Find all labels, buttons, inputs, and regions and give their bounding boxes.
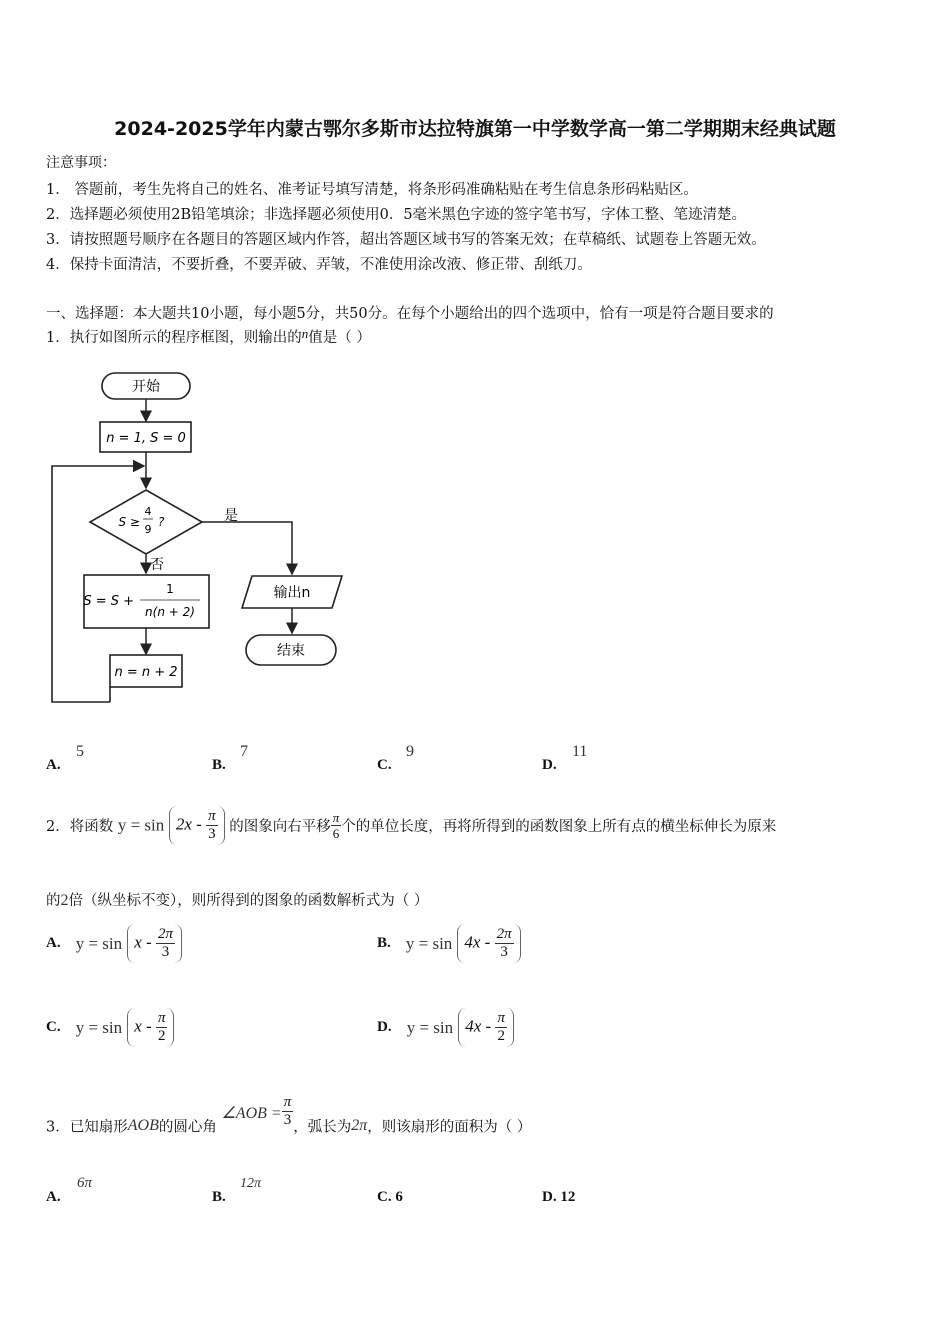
q1-option-d-label: D.: [542, 757, 557, 773]
flow-end-label: 结束: [277, 643, 305, 659]
flow-cond-q: ?: [158, 515, 165, 529]
q2-option-c-num: π: [157, 1010, 166, 1026]
q2-line2-post: 倍（纵坐标不变），则所得到的图象的函数解析式为（ ）: [68, 893, 429, 909]
q3-option-b-value: 12π: [240, 1176, 262, 1191]
question-2: [46, 806, 776, 845]
q1-option-b-value: 7: [240, 743, 248, 760]
question-3: [46, 1094, 531, 1137]
q2-line2-pre: 的: [46, 893, 61, 909]
q3-option-d-value: 12: [560, 1189, 576, 1205]
q2-option-c-label: C.: [46, 1019, 61, 1035]
q2-option-b-lhs: y = sin: [405, 933, 453, 953]
notice-item: 1． 答题前，考生先将自己的姓名、准考证号填写清楚，将条形码准确粘贴在考生信息条形码粘贴区。: [46, 182, 698, 198]
q2-func-in: 2x -: [175, 814, 202, 834]
q2-option-a-in: x -: [134, 932, 152, 952]
flow-yes-label: 是: [224, 508, 238, 524]
flow-update-s-num: 1: [166, 582, 174, 596]
flow-update-s-lhs: S = S +: [83, 594, 134, 609]
q2-option-c: [46, 1008, 174, 1047]
q3-option-d-label: D.: [542, 1189, 557, 1205]
q3-option-c: [377, 1189, 403, 1206]
q3-option-a-value: 6π: [77, 1175, 93, 1191]
q3-option-b-label: B.: [212, 1189, 226, 1205]
flow-cond-lhs: S ≥: [118, 515, 140, 529]
q2-option-c-lhs: y = sin: [75, 1017, 123, 1037]
flow-no-label: 否: [150, 557, 164, 573]
q2-prefix: 2．将函数: [46, 819, 114, 835]
q2-option-a-label: A.: [46, 935, 61, 951]
flow-yes-arrow: [202, 522, 292, 574]
q2-func-paren: [169, 806, 225, 845]
flow-cond-num: 4: [144, 505, 152, 518]
q2-mid: 的图象向右平移: [229, 819, 331, 835]
q2-func-den: 3: [208, 826, 216, 842]
q2-func-lhs: y = sin: [117, 815, 165, 835]
q2-line2-num: 2: [60, 892, 69, 909]
q1-option-c-label: C.: [377, 757, 392, 773]
q2-shift-num: π: [332, 810, 340, 825]
q3-option-c-value: 6: [395, 1189, 403, 1205]
q3-option-a-label: A.: [46, 1189, 61, 1205]
q2-option-d: [377, 1008, 514, 1047]
q2-option-a-den: 3: [161, 944, 170, 960]
q1-suffix: 值是（ ）: [308, 330, 371, 346]
flowchart: [40, 365, 360, 715]
question-2-line2: [46, 889, 428, 910]
q3-option-c-label: C.: [377, 1189, 392, 1205]
flow-update-s-den: n(n + 2): [145, 605, 195, 619]
q2-option-b-num: 2π: [496, 926, 512, 942]
q2-option-c-in: x -: [134, 1016, 152, 1036]
q1-option-c-value: 9: [406, 743, 414, 760]
q2-option-b-den: 3: [500, 944, 508, 960]
q2-shift-den: 6: [332, 826, 340, 841]
q1-option-b-label: B.: [212, 757, 226, 773]
flow-start-label: 开始: [132, 379, 160, 395]
q2-option-d-den: 2: [497, 1028, 505, 1044]
q3-prefix: 3．已知扇形: [46, 1119, 128, 1136]
q3-arc: 2π: [351, 1117, 368, 1134]
notice-item: 4．保持卡面清洁，不要折叠，不要弄破、弄皱，不准使用涂改液、修正带、刮纸刀。: [46, 257, 592, 273]
q1-option-a-value: 5: [76, 743, 84, 760]
q3-option-d: [542, 1189, 575, 1206]
q2-suffix: 个的单位长度，再将所得到的函数图象上所有点的横坐标伸长为原来: [341, 819, 777, 835]
q2-option-a-lhs: y = sin: [75, 933, 123, 953]
notice-heading: 注意事项：: [46, 155, 116, 171]
q2-option-d-in: 4x -: [465, 1016, 492, 1036]
flow-cond-den: 9: [144, 523, 152, 536]
q2-option-b: [377, 924, 521, 963]
q3-aob: AOB: [127, 1117, 159, 1134]
q2-option-d-lhs: y = sin: [406, 1017, 454, 1037]
q3-mid2: ，弧长为: [293, 1119, 352, 1136]
flow-update-n-label: n = n + 2: [114, 665, 178, 680]
q2-func-num: π: [208, 808, 216, 824]
q2-option-a: [46, 924, 182, 963]
q2-option-b-in: 4x -: [464, 932, 491, 952]
q3-angle-den: 3: [283, 1112, 292, 1128]
q2-option-a-num: 2π: [157, 926, 173, 942]
notice-item: 2．选择题必须使用2B铅笔填涂；非选择题必须使用0．5毫米黑色字迹的签字笔书写，字体工整、笔迹清楚。: [46, 207, 747, 223]
q2-option-d-num: π: [497, 1010, 505, 1026]
flow-init-label: n = 1, S = 0: [106, 431, 186, 446]
section-heading: 一、选择题：本大题共10小题，每小题5分，共50分。在每个小题给出的四个选项中，恰有一项是符合题目要求的: [46, 306, 774, 322]
q2-option-b-label: B.: [377, 935, 391, 951]
q1-var: n: [301, 326, 309, 341]
q1-prefix: 1．执行如图所示的程序框图，则输出的: [46, 330, 302, 346]
q3-suffix: ，则该扇形的面积为（ ）: [367, 1119, 532, 1136]
notice-item: 3．请按照题号顺序在各题目的答题区域内作答，超出答题区域书写的答案无效；在草稿纸、试题卷上答题无效。: [46, 232, 766, 248]
q1-option-d-value: 11: [572, 743, 588, 760]
page-title: 2024-2025学年内蒙古鄂尔多斯市达拉特旗第一中学数学高一第二学期期末经典试题: [114, 118, 836, 140]
flow-output-label: 输出n: [273, 585, 311, 601]
flow-decision: [90, 490, 202, 554]
q2-option-d-label: D.: [377, 1019, 392, 1035]
q3-angle-num: π: [283, 1094, 292, 1110]
q3-angle: ∠AOB =: [221, 1105, 282, 1122]
q3-mid1: 的圆心角: [158, 1119, 217, 1136]
q2-option-c-den: 2: [157, 1028, 166, 1044]
q1-option-a-label: A.: [46, 757, 61, 773]
question-1: [46, 326, 371, 347]
